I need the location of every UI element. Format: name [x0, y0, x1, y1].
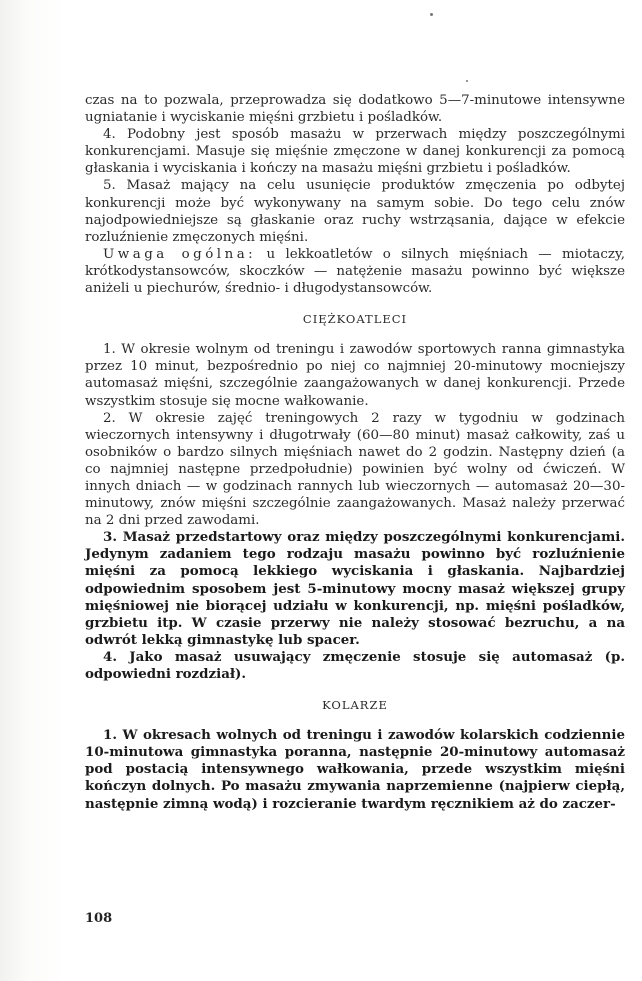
- paragraph-item-5: 5. Masaż mający na celu usunięcie produktów zmęczenia po odbytej konkurencji może być wykonywany na samym sobie. Do tego celu znów najodpowiedniejsze są głaskanie oraz ruchy wstrząsania, dające w efekcie rozluźnienie zmęczonych mięśni.: [85, 178, 625, 245]
- cyclists-item-1: 1. W okresach wolnych od treningu i zawodów kolarskich codziennie 10-minutowa gimnastyka poranna, następnie 20-minutowy automasaż pod postacią intensywnego wałkowania, przede wszystkim mięśni kończyn dolnych. Po masażu zmywania naprzemienne (najpierw ciepłą, następnie zimną wodą) i rozcieranie twardym ręcznikiem aż do zaczer-: [85, 727, 625, 812]
- paragraph-item-4: 4. Podobny jest sposób masażu w przerwach między poszczególnymi konkurencjami. Masuje się mięśnie zmęczone w danej konkurencji za pomocą głaskania i wyciskania i kończy na masażu mięśni grzbietu i pośladków.: [85, 127, 625, 177]
- section-heading-cyclists: KOLARZE: [322, 698, 388, 713]
- general-note-text: u lekkoatletów o silnych mięśniach — miotaczy, krótkodystansowców, skoczków — natężenie masażu powinno być większe aniżeli u piechurów, średnio- i długodystansowców.: [85, 246, 626, 297]
- weightlifters-item-3: 3. Masaż przedstartowy oraz między poszczególnymi konkurencjami. Jedynym zadaniem tego rodzaju masażu powinno być rozluźnienie mięśni za pomocą lekkiego wyciskania i głaskania. Najbardziej odpowiednim sposobem jest 5-minutowy mocny masaż większej grupy mięśniowej nie biorącej udziału w konkurencji, np. mięśni pośladków, grzbietu itp. W czasie przerwy nie należy stosować bezruchu, a na odwrót lekką gimnastykę lub spacer.: [85, 529, 625, 648]
- weightlifters-item-2: 2. W okresie zajęć treningowych 2 razy w tygodniu w godzinach wieczornych intensywny i długotrwały (60—80 minut) masaż całkowity, zaś u osobników o bardzo silnych mięśniach nawet do 2 godzin. Następny dzień (a co najmniej następne przedpołudnie) powinien być wolny od ćwiczeń. W innych dniach — w godzinach rannych lub wieczornych — automasaż 20—30-minutowy, znów mięśni szczególnie zaangażowanych. Masaż należy przerwać na 2 dni przed zawodami.: [85, 410, 625, 529]
- weightlifters-item-1: 1. W okresie wolnym od treningu i zawodów sportowych ranna gimnastyka przez 10 minut, bezpośrednio po niej co najmniej 20-minutowy mocniejszy automasaż mięśni, szczególnie zaangażowanych w danej konkurencji. Przede wszystkim stosuje się mocne wałkowanie.: [85, 342, 625, 409]
- section-heading-weightlifters: CIĘŻKOATLECI: [302, 312, 408, 327]
- paragraph-continuation: czas na to pozwala, przeprowadza się dodatkowo 5—7-minutowe intensywne ugniatanie i wyciskanie mięśni grzbietu i pośladków.: [85, 93, 625, 126]
- page-number: 108: [85, 911, 113, 926]
- page-text: [85, 92, 625, 813]
- ink-speck: [466, 80, 468, 82]
- weightlifters-item-4: 4. Jako masaż usuwający zmęczenie stosuje się automasaż (p. odpowiedni rozdział).: [85, 648, 625, 682]
- general-note-label: Uwaga ogólna:: [103, 246, 257, 262]
- ink-speck: [430, 13, 433, 16]
- general-note: [85, 246, 625, 297]
